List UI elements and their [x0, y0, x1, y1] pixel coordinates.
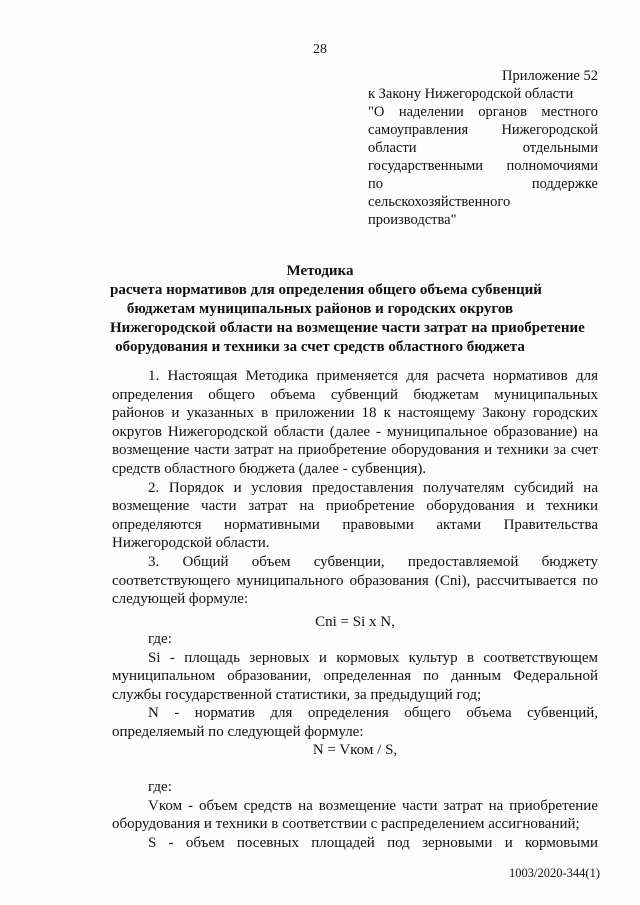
- appendix-line: сельскохозяйственного: [368, 194, 511, 210]
- document-body: [112, 367, 598, 609]
- appendix-line: к Закону Нижегородской области: [368, 86, 574, 102]
- heading-line: оборудования и техники за счет средств областного бюджета: [115, 339, 525, 355]
- paragraph-2-line: возмещение части затрат на приобретение оборудования и техники: [112, 498, 598, 515]
- definition-n-line: N - норматив для определения общего объема субвенций,: [148, 705, 598, 722]
- appendix-title: Приложение 52: [502, 68, 598, 84]
- paragraph-1-line: средств областного бюджета (далее - субвенция).: [112, 460, 427, 477]
- document-body-continued: [112, 630, 598, 742]
- document-heading: [110, 262, 585, 357]
- paragraph-3-line: 3. Общий объем субвенции, предоставляемой бюджету: [148, 553, 598, 570]
- definition-n-line: определяемый по следующей формуле:: [112, 723, 364, 740]
- paragraph-1-line: районов и указанных в приложении 18 к настоящему Закону городских: [112, 405, 598, 422]
- appendix-line: производства": [368, 212, 457, 228]
- definition-si-line: Si - площадь зерновых и кормовых культур в соответствующем: [148, 649, 598, 666]
- appendix-line: по поддержке: [368, 176, 598, 192]
- definition-si-line: муниципальном образовании, определенная по данным Федеральной: [112, 668, 598, 685]
- where-label: где:: [148, 779, 172, 795]
- page-number: 28: [313, 42, 327, 57]
- formula-n: N = Vком / S,: [312, 742, 398, 758]
- paragraph-2-line: Нижегородской области.: [112, 535, 270, 552]
- paragraph-1-line: возмещение части затрат на приобретение оборудования и техники за счет: [112, 442, 598, 459]
- heading-line: бюджетам муниципальных районов и городских округов: [126, 301, 514, 317]
- paragraph-1-line: определения общего объема субвенций бюджетам муниципальных: [112, 386, 598, 403]
- paragraph-1-line: 1. Настоящая Методика применяется для расчета нормативов для: [148, 368, 598, 384]
- appendix-line: государственными полномочиями: [368, 158, 598, 174]
- heading-line: Нижегородской области на возмещение части затрат на приобретение: [110, 320, 585, 336]
- appendix-line: самоуправления Нижегородской: [368, 122, 598, 138]
- paragraph-2-line: определяются нормативными правовыми актами Правительства: [112, 516, 598, 533]
- appendix-reference: [368, 67, 598, 229]
- appendix-line: "О наделении органов местного: [368, 104, 598, 120]
- appendix-line: области отдельными: [368, 140, 598, 156]
- document-code: 1003/2020-344(1): [509, 866, 600, 880]
- definition-si-line: службы государственной статистики, за предыдущий год;: [112, 686, 482, 703]
- where-label: где:: [148, 631, 172, 647]
- heading-title: Методика: [286, 263, 354, 279]
- heading-line: расчета нормативов для определения общего объема субвенций: [110, 282, 542, 298]
- definition-vkom-line: Vком - объем средств на возмещение части затрат на приобретение: [148, 797, 598, 814]
- definition-vkom-line: оборудования и техники в соответствии с распределением ассигнований;: [112, 816, 580, 833]
- paragraph-2-line: 2. Порядок и условия предоставления получателям субсидий на: [148, 479, 598, 496]
- paragraph-1-line: округов Нижегородской области (далее - муниципальное образование) на: [112, 423, 598, 440]
- paragraph-3-line: следующей формуле:: [112, 591, 249, 608]
- document-body-end: [112, 778, 598, 852]
- definition-s-line: S - объем посевных площадей под зерновыми и кормовыми: [148, 834, 598, 851]
- paragraph-3-line: соответствующего муниципального образования (Cni), рассчитывается по: [112, 572, 598, 589]
- formula-cni: Cni = Si x N,: [315, 614, 395, 630]
